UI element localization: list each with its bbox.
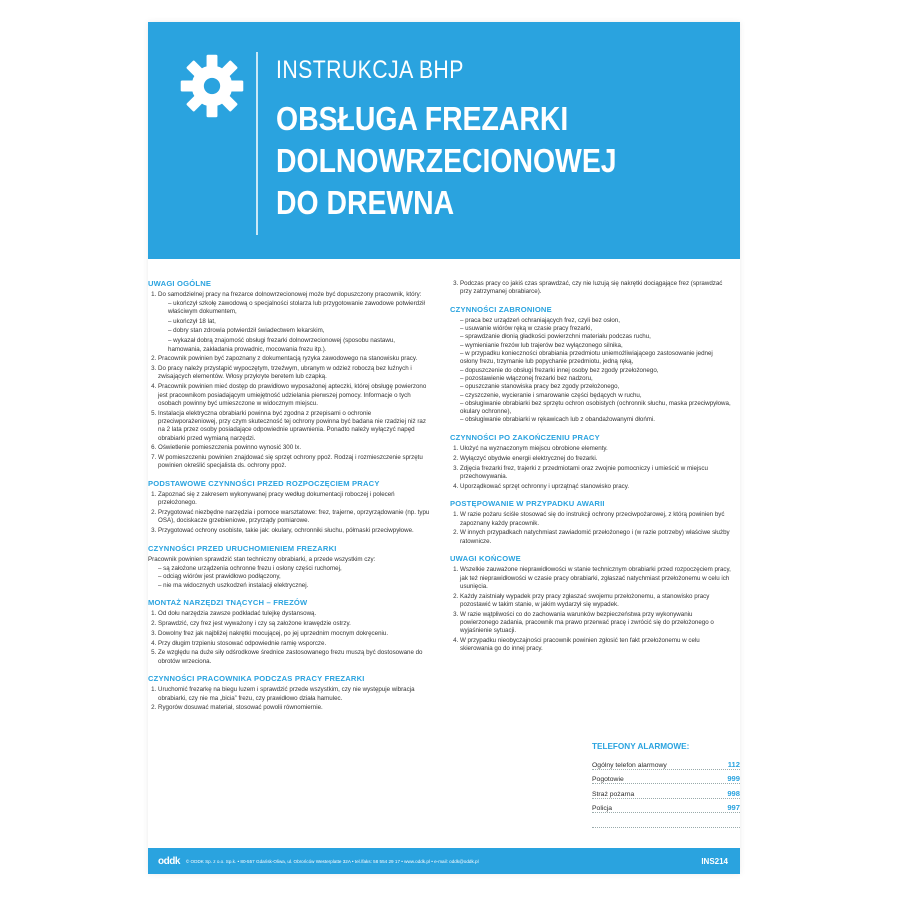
left-column: [148, 280, 430, 722]
section-intro: Pracownik powinien sprawdzić stan techniczny obrabiarki, a przede wszystkim czy:: [148, 555, 376, 563]
list-item: 3. Dowolny frez jak najbliżej nakrętki mocującej, po jej uprzednim mocnym dokręceniu.: [158, 630, 430, 638]
blank-line: [592, 813, 740, 828]
phone-row: [592, 784, 740, 799]
section-title: POSTĘPOWANIE W PRZYPADKU AWARII: [450, 499, 605, 509]
list-item: – są założone urządzenia ochronne frezu i osłony części ruchomej,: [158, 565, 430, 573]
section-title: CZYNNOŚCI PRZED URUCHOMIENIEM FREZARKI: [148, 543, 337, 553]
section-tool-mounting: [148, 599, 430, 666]
list-item: – opuszczanie stanowiska pracy bez zgody przełożonego,: [460, 383, 732, 391]
phone-number: 997: [727, 803, 740, 812]
list-item: 1. Uruchomić frezarkę na biegu luzem i sprawdzić przede wszystkim, czy nie występuje wibracja obrabiarki, czy nie ma „bicia” frezu, czy prawidłowo działa hamulec.: [158, 686, 430, 703]
section-forbidden: [450, 306, 732, 425]
phone-number: 112: [727, 759, 740, 769]
document-code: INS214: [701, 856, 728, 866]
numbered-list: [450, 511, 732, 546]
section-after-work: [450, 434, 732, 491]
list-item: 2. W innych przypadkach natychmiast zawiadomić przełożonego i (w razie potrzeby) właściwe służby ratownicze.: [460, 529, 732, 546]
list-item: – dopuszczenie do obsługi frezarki innej osoby bez zgody przełożonego,: [460, 367, 732, 375]
numbered-list: [148, 491, 430, 535]
section-during-work-continued: [450, 280, 732, 297]
numbered-list: [450, 566, 732, 653]
list-item-text: Do samodzielnej pracy na frezarce dolnowrzecionowej może być dopuszczony pracownik, który:: [158, 291, 422, 299]
list-item: 3. Przygotować ochrony osobiste, takie jak: okulary, ochronniki słuchu, półmaski przeciwpyłowe.: [158, 527, 430, 535]
list-item: – wymienianie frezów lub trajerów bez wyłączonego silnika,: [460, 342, 732, 350]
footer-bar: [148, 848, 740, 874]
list-item: 5. Ze względu na duże siły odśrodkowe średnice zastosowanego frezu muszą być dostosowane do obrotów wrzeciona.: [158, 649, 430, 666]
phone-label: Ogólny telefon alarmowy: [592, 761, 667, 769]
title-line: OBSŁUGA FREZARKI: [276, 100, 569, 137]
list-item: 4. Pracownik powinien mieć dostęp do prawidłowo wyposażonej apteczki, której obsługę powierzono jest pracownikom posiadającym umiejętność udzielania pierwszej pomocy. Informacje o tych osobach powinny być umieszczone w widocznym miejscu.: [158, 383, 430, 408]
section-during-work: [148, 675, 430, 713]
section-title: CZYNNOŚCI PRACOWNIKA PODCZAS PRACY FREZARKI: [148, 674, 365, 684]
list-item: – ukończył 18 lat,: [168, 318, 430, 326]
list-item: – odciąg wiórów jest prawidłowo podłączony,: [158, 573, 430, 581]
list-item: 4. Przy długim trzpieniu stosować odpowiednie ramię wsporcze.: [158, 640, 430, 648]
list-item: 6. Oświetlenie pomieszczenia powinno wynosić 300 lx.: [158, 444, 430, 452]
list-item: 2. Przygotować niezbędne narzędzia i pomoce warsztatowe: frez, trajerne, oprzyrządowanie (np. typu OSA), dociskacze grzebieniowe, przyrządy pomiarowe.: [158, 509, 430, 526]
list-item: – wykazał dobrą znajomość obsługi frezarki dolnowrzecionowej (sposobu nastawu, hamowania, zakładania prowadnic, mocowania frezu itp.).: [168, 337, 430, 354]
list-item: 1. Ułożyć na wyznaczonym miejscu obrobione elementy.: [460, 445, 732, 453]
phone-label: Straż pożarna: [592, 790, 635, 798]
footer-address: © ODDK Sp. z o.o. Sp.k. • 80-557 Gdańsk-Oliwa, ul. Obrońców Westerplatte 32A • tel./faks: 58 554 29 17 • www.oddk.pl • e-mail: oddk@oddk.pl: [185, 858, 479, 864]
numbered-list: [148, 686, 430, 712]
section-emergency: [450, 500, 732, 546]
list-item: – obsługiwanie obrabiarki w rękawicach lub z obandażowanymi dłońmi.: [460, 416, 732, 424]
section-final-notes: [450, 555, 732, 654]
right-column: [450, 280, 732, 663]
section-general-notes: [148, 280, 430, 471]
numbered-list: [148, 291, 430, 470]
list-item: 1. Wszelkie zauważone nieprawidłowości w stanie technicznym obrabiarki przed rozpoczęciem pracy, jak też nieprawidłowości w czasie pracy obrabiarki, zgłaszać natychmiast przełożonemu w celu ich usunięcia.: [460, 566, 732, 591]
header-banner: [148, 22, 740, 259]
gear-icon: [178, 52, 246, 120]
phone-label: Policja: [592, 805, 613, 812]
section-title: MONTAŻ NARZĘDZI TNĄCYCH – FREZÓW: [148, 598, 308, 607]
list-item: – pozostawienie włączonej frezarki bez nadzoru,: [460, 375, 732, 383]
header-divider: [256, 52, 258, 235]
phone-row: [592, 770, 740, 785]
list-item: 1. W razie pożaru ściśle stosować się do instrukcji ochrony przeciwpożarowej, z którą powinien być zapoznany każdy pracownik.: [460, 511, 732, 528]
emergency-phones: [592, 742, 740, 828]
list-item: 4. W przypadku nieobyczajności pracownik powinien zgłosić ten fakt przełożonemu w celu skierowania go do innej pracy.: [460, 637, 732, 654]
section-title: UWAGI KOŃCOWE: [450, 554, 521, 564]
list-item: – usuwanie wiórów ręką w czasie pracy frezarki,: [460, 325, 732, 333]
list-item: 2. Sprawdzić, czy frez jest wyważony i czy są założone krawędzie ostrzy.: [158, 620, 430, 628]
section-title: CZYNNOŚCI PO ZAKOŃCZENIU PRACY: [450, 432, 600, 442]
section-title: PODSTAWOWE CZYNNOŚCI PRZED ROZPOCZĘCIEM PRACY: [148, 478, 380, 488]
phones-title: TELEFONY ALARMOWE:: [592, 742, 690, 751]
list-item: – obsługiwanie obrabiarki bez sprzętu ochron osobistych (ochronnik słuchu, maska przeciwpyłowa, okulary ochronne),: [460, 400, 732, 417]
numbered-list: [148, 610, 430, 666]
phone-row: [592, 799, 740, 814]
list-item: – w przypadku konieczności obrabiania przedmiotu uniemożliwiającego zastosowanie jednej osłony frezu, trzymanie lub popychanie przedmiotu, jedną ręką,: [460, 350, 732, 367]
phone-number: 998: [727, 788, 740, 798]
section-title: UWAGI OGÓLNE: [148, 279, 212, 288]
sub-list: [158, 300, 430, 354]
list-item: 3. Podczas pracy co jakiś czas sprawdzać, czy nie luzują się nakrętki dociągające frez (sprawdzać przy zatrzymanej obrabiarce).: [460, 280, 732, 297]
list-item: [158, 291, 430, 354]
list-item: 4. Uporządkować sprzęt ochronny i uprzątnąć stanowisko pracy.: [460, 483, 732, 491]
phone-number: 999: [727, 774, 740, 783]
list-item: 2. Pracownik powinien być zapoznany z dokumentacją ryzyka zawodowego na stanowisku pracy.: [158, 355, 430, 363]
title-line: DOLNOWRZECIONOWEJ: [276, 142, 617, 179]
list-item: – ukończył szkołę zawodową o specjalności stolarza lub przygotowanie zawodowe potwierdził właściwym dokumentem,: [168, 300, 430, 317]
section-before-start: [148, 545, 430, 590]
publisher-logo: oddk: [158, 855, 180, 867]
list-item: – dobry stan zdrowia potwierdził świadectwem lekarskim,: [168, 327, 430, 335]
list-item: 2. Wyłączyć obydwie energii elektrycznej do frezarki.: [460, 455, 732, 463]
list-item: 1. Od dołu narzędzia zawsze podkładać tulejkę dystansową.: [158, 610, 430, 618]
list-item: 1. Zapoznać się z zakresem wykonywanej pracy według dokumentacji roboczej i poleceń przełożonego.: [158, 491, 430, 508]
numbered-list: [450, 445, 732, 491]
list-item: 5. Instalacja elektryczna obrabiarki powinna być zgodna z przepisami o ochronie przeciwporażeniowej, przy czym skuteczność tej ochrony powinna być badana nie rzadziej niż raz na 2 lata przez osoby posiadające odpowiednie uprawnienia. Ponadto należy wyłączyć napęd obrabiarki przed wymianą narzędzi.: [158, 410, 430, 443]
phone-row: [592, 755, 740, 770]
phone-label: Pogotowie: [592, 776, 624, 783]
bullet-list: [148, 565, 430, 590]
section-before-work: [148, 480, 430, 536]
list-item: 3. Zdjęcia frezarki frez, trajerki z przedmiotami oraz zwojnie pomocniczy i umieścić w miejscu przechowywania.: [460, 465, 732, 482]
list-item: – nie ma widocznych uszkodzeń instalacji elektrycznej.: [158, 582, 430, 590]
document-type-label: INSTRUKCJA BHP: [276, 56, 464, 84]
title-line: DO DREWNA: [276, 184, 455, 221]
list-item: – praca bez urządzeń ochraniających frez, czyli bez osłon,: [460, 317, 732, 325]
list-item: 2. Każdy zaistniały wypadek przy pracy zgłaszać swojemu przełożonemu, a stanowisko pracy pozostawić w takim stanie, w jakim wydarzył się wypadek.: [460, 593, 732, 610]
poster: [148, 22, 740, 874]
list-item: 3. Do pracy należy przystąpić wypoczętym, trzeźwym, ubranym w odzież roboczą bez luźnych i zwisających elementów. Włosy przykryte beretem lub czapką.: [158, 365, 430, 382]
list-item: – czyszczenie, wycieranie i smarowanie części będących w ruchu,: [460, 392, 732, 400]
list-item: – sprawdzanie dłonią gładkości powierzchni materiału podczas ruchu,: [460, 333, 732, 341]
numbered-list: [450, 280, 732, 297]
list-item: 7. W pomieszczeniu powinien znajdować się sprzęt ochrony ppoż. Rodzaj i rozmieszczenie sprzętu powinien określić specjalista ds. ochrony ppoż.: [158, 454, 430, 471]
list-item: 2. Rygorów dosuwać materiał, stosować powolii równomiernie.: [158, 704, 430, 712]
bullet-list: [450, 317, 732, 425]
section-title: CZYNNOŚCI ZABRONIONE: [450, 304, 552, 314]
page-title: [276, 98, 617, 224]
list-item: 3. W razie wątpliwości co do zachowania warunków bezpieczeństwa przy wykonywaniu powierzonego zadania, pracownik ma prawo przerwać pracę i zwrócić się do przełożonego o wyjaśnienie sytuacji.: [460, 611, 732, 636]
